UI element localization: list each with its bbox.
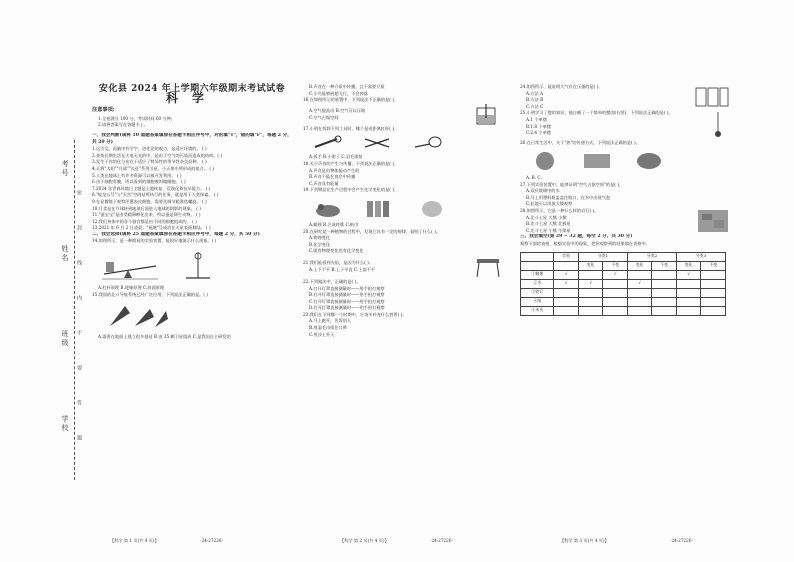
- fold-char: 要: [76, 365, 82, 372]
- option-line: C.空气占据空间: [309, 114, 339, 120]
- figure-row: [100, 301, 292, 331]
- question-line: 5.人类在地球上有许多资源可以被开发利用。 ( ): [92, 172, 182, 178]
- column-2: [303, 84, 503, 338]
- table-cell: √: [554, 270, 579, 279]
- question-line: 28.如图所示，它是一种什么样的岩石( )。: [520, 207, 599, 213]
- table-cell: [676, 297, 701, 306]
- question-line: 17.小明在拆卸下列工具时，哪个是省距离杠杆( )。: [303, 125, 399, 131]
- question-line: 9.在显微镜下观察洋葱表皮细胞，需要先调节粗准焦螺旋。 ( ): [92, 198, 207, 204]
- beaker-figure: [471, 104, 503, 126]
- table-cell: 分类1: [578, 252, 627, 261]
- option-line: C.用沙土扑灭: [309, 331, 335, 337]
- option-line: A.杠杆原理 B.轮轴原理 C.斜面原理: [98, 285, 165, 291]
- table-cell: [652, 270, 677, 279]
- table-cell: [578, 297, 603, 306]
- table-cell: [701, 270, 726, 279]
- table-cell: [603, 306, 628, 315]
- table-subheader-row: [521, 261, 726, 270]
- table-cell: [701, 306, 726, 315]
- pressure-figure: [694, 84, 730, 110]
- question-line: 18.关于声音的产生与传播，下列说法正确的是( )。: [303, 160, 399, 166]
- table-cell: [652, 288, 677, 297]
- tools-figure-row: [311, 135, 503, 151]
- question-line: 19.下列物品在生产过程中会产生化学变化的是( )。: [303, 187, 399, 193]
- binding-margin: [0, 0, 92, 562]
- question-line: 2.金鱼长期生活在火电无光的中，是由于空气的污染而造成的结构。( ): [92, 152, 223, 158]
- section-heading: 二、我会选择(请将 25 道题答案填涂在答题卡相应序号中，每题 2 分，共 50 分): [92, 231, 260, 237]
- pliers-icon: [361, 135, 393, 151]
- margin-label-exam-number: 考号: [61, 160, 69, 178]
- table-row: [521, 270, 726, 279]
- option-line: C.北斗七星 小熊 牛郎星: [526, 227, 571, 233]
- question-line: 1.远古文，再脑中有学字，进化论的观点，是适应环境的。 ( ): [92, 146, 207, 152]
- question-line: 10.月食是在月球转到地球后面进入地球的阴影的现象。 ( ): [92, 205, 201, 211]
- option-line: C.既有物理变化也有化学变化: [309, 248, 364, 254]
- question-line: 6.由于细胞有膜，所以看到的细胞被叫做细胞。 ( ): [92, 179, 186, 185]
- tissue-icon: [415, 197, 449, 219]
- windmill-figure: [100, 301, 170, 331]
- table-cell: 实验: [554, 252, 579, 261]
- table-row: [521, 297, 726, 306]
- question-line: 14.如图所示，是一种简易的实验装置，能较好地演示什么现象。( ): [92, 238, 217, 244]
- margin-label-name: 姓名: [61, 245, 69, 263]
- option-line: A.声音是由物体振动产生的: [309, 167, 360, 173]
- option-line: A.扳手 B.小钳子 C.羽毛球拍: [309, 154, 363, 160]
- exam-title: 安化县 2024 年上学期六年级期末考试试卷: [98, 84, 286, 94]
- question-line: 22.下列做法中，正确的是( )。: [303, 278, 361, 284]
- section-heading: 一、我会判断(请将 10 道题答案填涂在答题卡相应序号中，对的填"T"，错的填"F"，每题 2 分，共 20 分): [92, 132, 292, 145]
- margin-label-school: 学校: [61, 415, 69, 433]
- table-cell: 变化: [627, 261, 652, 270]
- figure-row: [100, 248, 292, 282]
- option-line: A.上下不平 B.上下平直 C.上面不平: [309, 266, 376, 272]
- fold-char: 封: [76, 225, 82, 232]
- table-cell: [652, 306, 677, 315]
- note-item: 1.全卷满分 100 分，考试时间 60 分钟;: [98, 115, 173, 121]
- table-cell: √: [578, 279, 603, 288]
- question-line: 12.我们身体中的各个器官都是由不同的细胞组成的。 ( ): [92, 218, 197, 224]
- fold-char: 密: [76, 190, 82, 197]
- candle-icon: [311, 197, 345, 219]
- question-line: 26.在日常生活中，关于"热"的传递方式，下列说法正确的是( )。: [520, 140, 640, 146]
- question-line: 23.我们在下列哪一个时期中，应该多补充什么营养( )。: [303, 311, 407, 317]
- fold-char: 内: [76, 295, 82, 302]
- margin-label-class: 班级: [61, 330, 69, 348]
- page-footer-2: [340, 538, 453, 544]
- table-cell: 不变: [603, 261, 628, 270]
- table-cell: [652, 297, 677, 306]
- footer-code: ·24-27226·: [670, 538, 693, 543]
- table-cell: [521, 261, 554, 270]
- table-cell: [627, 288, 652, 297]
- section-heading: 三、我会填空(第 29 ~ 32 题，每空 2 分，共 30 分): [520, 234, 633, 240]
- question-line: 观察下面的表格，根据实验中的现象，把你观察到的结果填在表格中。: [520, 240, 650, 246]
- option-line: B.声音不能在真空中传播: [309, 174, 356, 180]
- option-line: A.马上跑开，告诉别人: [309, 318, 352, 324]
- heat-figure-row: [528, 150, 730, 172]
- table-cell: [676, 279, 701, 288]
- heat-picture-a: [528, 150, 562, 172]
- option-line: C.方法 C: [526, 103, 544, 109]
- question-line: 3.发生于你的化分布在于适应了特异性的季节性杂交品种。 ( ): [92, 159, 207, 165]
- table-cell: [627, 270, 652, 279]
- table-cell: √: [676, 270, 701, 279]
- table-cell: [676, 288, 701, 297]
- table-cell: [603, 279, 628, 288]
- table-cell: ②水: [521, 279, 554, 288]
- table-header-row: [521, 252, 726, 261]
- question-line: 16.在如图所示的装置中，下列说法不正确的是( )。: [303, 97, 399, 103]
- question-line: 13.2021 年 6 月 2 日凌晨，"祝融"号成功在火星表面着陆。 ( ): [92, 225, 211, 231]
- table-cell: √: [627, 279, 652, 288]
- footer-code: ·24-27226·: [430, 538, 453, 543]
- table-cell: [554, 288, 579, 297]
- table-cell: √: [603, 270, 628, 279]
- question-line: 7.2024 年世界环境日主题是土地恢复、荒漠化和抗旱能力。 ( ): [92, 185, 211, 191]
- page-footer-1: [110, 538, 223, 544]
- fold-line: [74, 140, 75, 480]
- table-cell: [554, 306, 579, 315]
- table-cell: [652, 279, 677, 288]
- question-line: 20.在研究某一种植物的过程中，发现它具有一定的规律，说明了什么( )。: [303, 228, 440, 234]
- table-cell: ①蜡烛: [521, 270, 554, 279]
- option-line: B.马上用塑料瓶盖盖住瓶口，在水中出现气泡: [526, 194, 610, 200]
- table-cell: [521, 252, 554, 261]
- question-line: 24.如图所示，能说明大气存在压强的是( )。: [520, 84, 603, 89]
- heat-picture-c: [632, 150, 666, 172]
- option-line: B.声音在一种介质中传播，且不需要介质: [309, 84, 385, 89]
- footer-page-label: 【科学 第 3 页(共 4 页)】: [560, 538, 609, 543]
- option-line: B.1.8 个单摆: [526, 123, 551, 129]
- table-cell: [603, 297, 628, 306]
- stool-figure: [473, 255, 503, 279]
- table-cell: 分类3: [676, 252, 725, 261]
- pendulum-figure: [706, 110, 730, 140]
- option-line: A.方法 A: [526, 90, 544, 96]
- materials-figure-row: [311, 197, 503, 219]
- option-line: A.打开灯罩直接测量时——用手拍打观察: [309, 285, 385, 291]
- option-line: A. B. C.: [526, 174, 542, 180]
- question-line: 15.我国的北斗导航系统已经广泛应用，下列说法正确的是。( ): [92, 291, 208, 297]
- column-1: [92, 82, 292, 341]
- note-item: 2.请将答案写在答题卡上。: [98, 122, 149, 128]
- question-line: 27.下列实验装置中，能够证明"空气占据空间"的是( )。: [520, 181, 624, 187]
- table-cell: 不变: [701, 261, 726, 270]
- option-line: B.方法 B: [526, 97, 544, 103]
- wrench-icon: [311, 135, 343, 151]
- table-cell: [578, 306, 603, 315]
- question-line: 8."蛟龙五号"与"天宫"空间站所执行的任务，就是用于人类探索。 ( ): [92, 192, 219, 198]
- table-cell: 变化: [578, 261, 603, 270]
- option-line: B.用湿毛巾捂住口鼻: [309, 325, 347, 331]
- table-cell: 不变: [652, 261, 677, 270]
- footer-code: ·24-27226·: [200, 538, 223, 543]
- option-line: C.小鸟能够展翅飞行，不会掉落: [309, 90, 368, 96]
- footer-page-label: 【科学 第 2 页(共 4 页)】: [340, 538, 389, 543]
- option-line: A.北斗七星 大熊 小熊: [526, 214, 567, 220]
- table-cell: 分类2: [627, 252, 676, 261]
- table-cell: [676, 306, 701, 315]
- table-row: [521, 288, 726, 297]
- lever-figure: [100, 248, 160, 282]
- option-line: C.声音具有能量: [309, 180, 339, 186]
- table-cell: [701, 279, 726, 288]
- notes-title: 注意事项:: [92, 107, 115, 114]
- observation-table: [520, 252, 726, 316]
- table-cell: [578, 270, 603, 279]
- fold-char: 题: [76, 435, 82, 442]
- fold-char: 答: [76, 400, 82, 407]
- option-line: A.蜡烛 B.合成纤维 C.纸巾: [309, 221, 359, 227]
- question-line: 21.我们能看到火焰，是因为什么( )。: [303, 260, 373, 266]
- exam-subject: 科学: [165, 90, 218, 105]
- option-line: C.2.4 个单摆: [526, 130, 551, 136]
- footer-page-label: 【科学 第 1 页(共 4 页)】: [110, 538, 159, 543]
- table-cell: ③铁钉: [521, 288, 554, 297]
- table-cell: ④纸: [521, 297, 554, 306]
- question-line: 4.天将"太阳""月球""长征"系列卫星，小天体中所形成的组合。 ( ): [92, 165, 214, 171]
- question-line: 11."蚕宝宝"是由受精卵孵化出来，所以蚕是卵生动物。 ( ): [92, 212, 201, 218]
- table-cell: [603, 288, 628, 297]
- page-footer-3: [560, 538, 693, 544]
- question-line: 25.小明学习了摆的知识，他自制了一个简单的摆(如右图)，下列说法正确的是( )。: [520, 110, 673, 116]
- table-cell: [701, 297, 726, 306]
- table-cell: [554, 261, 579, 270]
- option-line: C.打开灯罩直接测量时——用手拍打观察: [309, 298, 385, 304]
- option-line: D.打开灯罩直接测量时——用手拍打观察: [309, 305, 385, 311]
- table-cell: ⑤木头: [521, 306, 554, 315]
- fiber-icon: [363, 197, 397, 219]
- option-line: B.打开灯罩直接测量时——用手拍打观察: [309, 292, 385, 298]
- table-cell: [578, 288, 603, 297]
- option-line: B.北斗七星 大熊 北极星: [526, 221, 571, 227]
- table-cell: 变化: [676, 261, 701, 270]
- fold-char: 线: [76, 260, 82, 267]
- racket-icon: [411, 135, 443, 151]
- table-cell: [627, 306, 652, 315]
- option-line: C.此地可以用放大镜观察: [526, 201, 573, 207]
- table-cell: √: [554, 279, 579, 288]
- rock-figure: [696, 208, 730, 234]
- heat-picture-b: [580, 150, 614, 172]
- option-line: A.双层玻璃中的水: [526, 188, 560, 194]
- option-line: A.物理变化: [309, 235, 331, 241]
- option-line: B.化学变化: [309, 241, 331, 247]
- table-cell: [627, 297, 652, 306]
- fold-char: 不: [76, 330, 82, 337]
- option-line: A.1 个单摆: [526, 116, 547, 122]
- table-row: [521, 306, 726, 315]
- column-3: [520, 84, 730, 316]
- option-line: A.空气能流动 B.空气可以压缩: [309, 108, 366, 114]
- option-line: A.需要在地面上建立很多基站 B.由 35 颗卫星组成 C.是我国自主研发的: [98, 334, 231, 340]
- table-row: [521, 279, 726, 288]
- table-cell: [701, 288, 726, 297]
- stand-figure: [178, 248, 218, 282]
- table-cell: [554, 297, 579, 306]
